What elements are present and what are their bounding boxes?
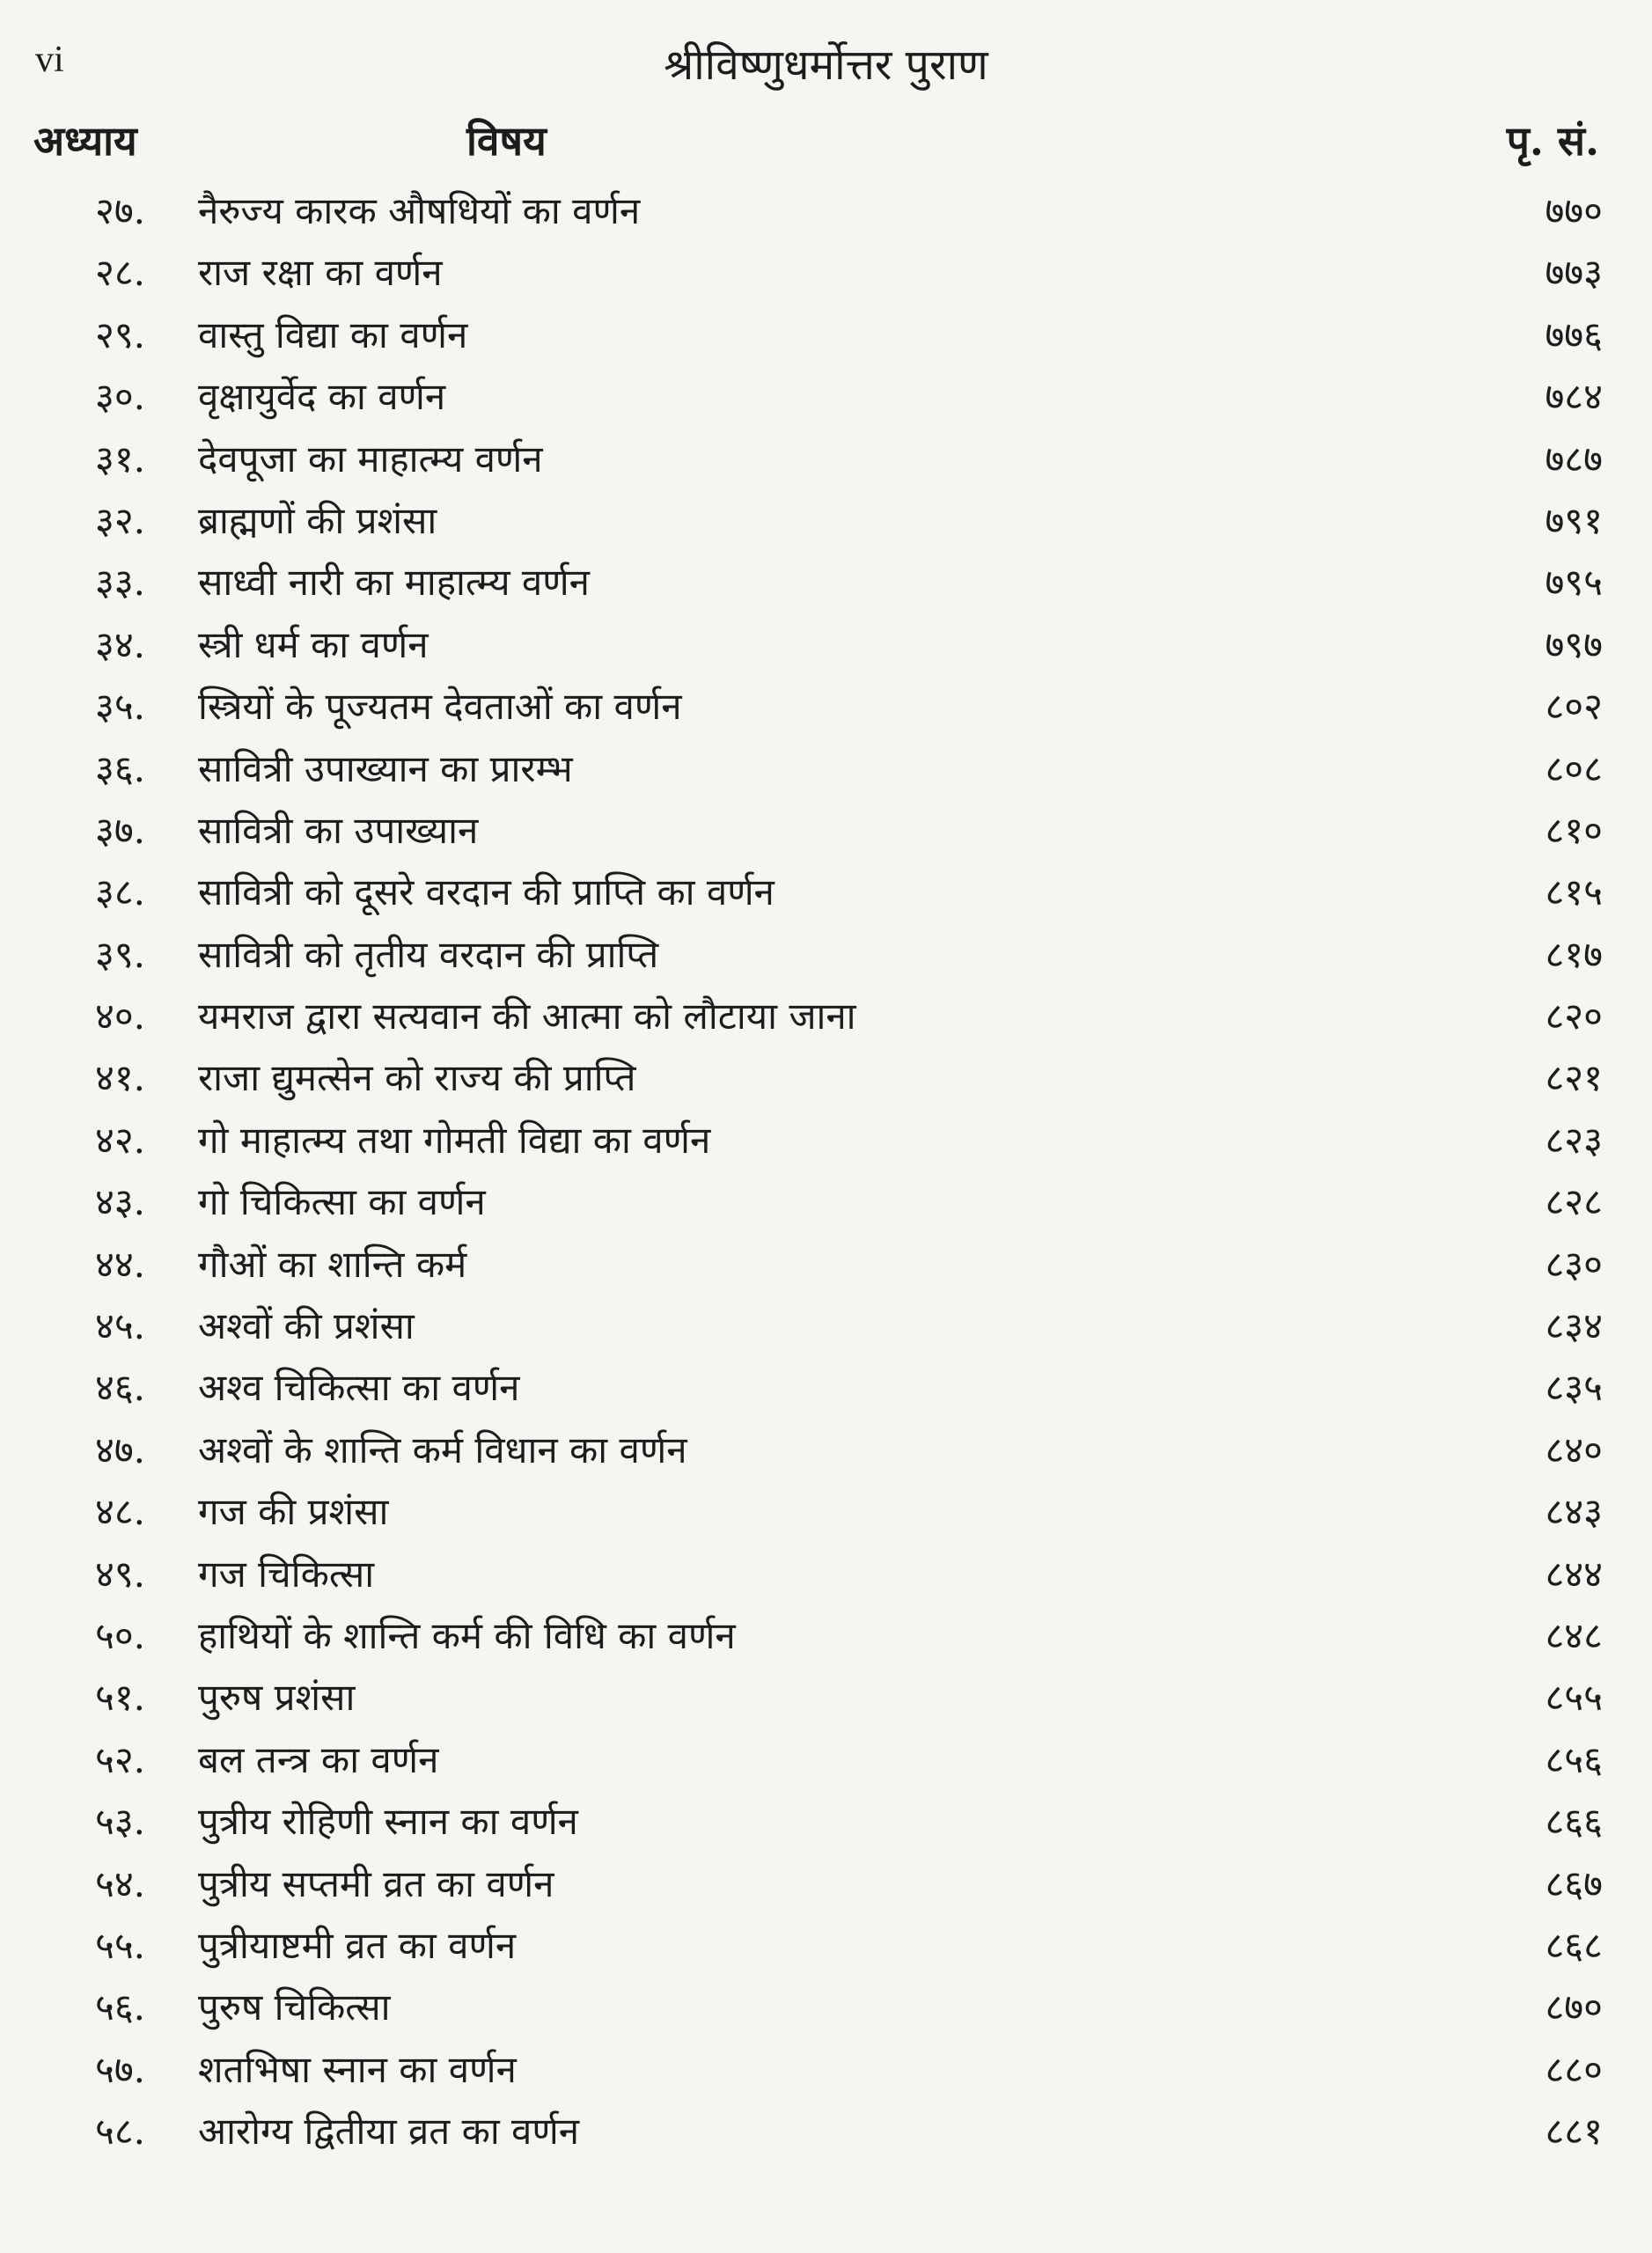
toc-entry (0, 800, 1652, 862)
toc-entry (0, 1605, 1652, 1667)
chapter-page-number: ८४० (1545, 1427, 1603, 1471)
running-title: श्रीविष्णुधर्मोत्तर पुराण (664, 40, 988, 90)
chapter-title: पुत्रीयाष्टमी व्रत का वर्णन (198, 1923, 517, 1967)
chapter-number: ४७. (95, 1427, 146, 1471)
chapter-number: ३०. (95, 375, 146, 419)
toc-entry (0, 1047, 1652, 1109)
toc-entry (0, 986, 1652, 1047)
chapter-page-number: ८१५ (1545, 870, 1603, 914)
chapter-number: ५२. (95, 1737, 146, 1781)
chapter-page-number: ७७० (1545, 189, 1603, 232)
chapter-title: शतभिषा स्नान का वर्णन (198, 2047, 517, 2091)
chapter-page-number: ८२८ (1545, 1180, 1603, 1224)
chapter-title: ब्राह्मणों की प्रशंसा (198, 498, 437, 542)
chapter-page-number: ७८४ (1545, 375, 1603, 419)
toc-entry (0, 1357, 1652, 1419)
chapter-title: राजा द्युमत्सेन को राज्य की प्राप्ति (198, 1056, 636, 1100)
chapter-title: यमराज द्वारा सत्यवान की आत्मा को लौटाया जाना (198, 994, 856, 1038)
chapter-page-number: ८१० (1545, 808, 1603, 852)
chapter-page-number: ८७० (1545, 1985, 1603, 2029)
chapter-title: आरोग्य द्वितीया व्रत का वर्णन (198, 2110, 580, 2154)
toc-entry (0, 429, 1652, 490)
chapter-number: ४०. (95, 994, 146, 1038)
chapter-title: नैरुज्य कारक औषधियों का वर्णन (198, 189, 641, 232)
chapter-title: बल तन्त्र का वर्णन (198, 1737, 439, 1781)
chapter-number: ५१. (95, 1676, 146, 1720)
chapter-number: ४१. (95, 1056, 146, 1100)
chapter-page-number: ८३४ (1545, 1304, 1603, 1348)
toc-entry (0, 676, 1652, 738)
toc-entry (0, 614, 1652, 676)
chapter-number: ५८. (95, 2110, 146, 2154)
toc-entry (0, 1729, 1652, 1791)
chapter-title: पुरुष चिकित्सा (198, 1985, 391, 2029)
chapter-number: ३७. (95, 808, 146, 852)
chapter-number: २८. (95, 251, 146, 295)
toc-entry (0, 242, 1652, 304)
chapter-number: ५०. (95, 1613, 146, 1657)
toc-entry (0, 490, 1652, 552)
toc-entry (0, 2101, 1652, 2162)
chapter-page-number: ७८७ (1545, 437, 1603, 481)
chapter-number: ३९. (95, 932, 146, 976)
chapter-title: हाथियों के शान्ति कर्म की विधि का वर्णन (198, 1613, 736, 1657)
chapter-title: सावित्री को तृतीय वरदान की प्राप्ति (198, 932, 659, 976)
chapter-page-number: ८०८ (1545, 746, 1603, 790)
chapter-page-number: ८२१ (1545, 1056, 1603, 1100)
chapter-title: वास्तु विद्या का वर्णन (198, 312, 468, 356)
toc-entry (0, 1977, 1652, 2038)
chapter-title: सावित्री का उपाख्यान (198, 808, 479, 852)
chapter-title: अश्वों के शान्ति कर्म विधान का वर्णन (198, 1427, 687, 1471)
toc-entry (0, 1915, 1652, 1977)
chapter-title: स्त्री धर्म का वर्णन (198, 622, 429, 666)
chapter-page-number: ८६८ (1545, 1923, 1603, 1967)
chapter-number: ५६. (95, 1985, 146, 2029)
chapter-title: साध्वी नारी का माहात्म्य वर्णन (198, 561, 590, 605)
chapter-page-number: ८१७ (1545, 932, 1603, 976)
chapter-number: ३२. (95, 498, 146, 542)
chapter-page-number: ७९१ (1545, 498, 1603, 542)
toc-entry (0, 1420, 1652, 1481)
chapter-number: ५३. (95, 1800, 146, 1844)
table-of-contents (0, 180, 1652, 2163)
chapter-title: वृक्षायुर्वेद का वर्णन (198, 375, 446, 419)
chapter-number: ४९. (95, 1552, 146, 1596)
chapter-title: गज चिकित्सा (198, 1552, 375, 1596)
chapter-page-number: ८३५ (1545, 1366, 1603, 1410)
chapter-page-number: ८५६ (1545, 1737, 1603, 1781)
chapter-page-number: ८४४ (1545, 1552, 1603, 1596)
chapter-title: पुरुष प्रशंसा (198, 1676, 356, 1720)
toc-entry (0, 1667, 1652, 1728)
chapter-title: गज की प्रशंसा (198, 1490, 389, 1534)
toc-entry (0, 1110, 1652, 1171)
chapter-number: ५५. (95, 1923, 146, 1967)
chapter-page-number: ८८० (1545, 2047, 1603, 2091)
chapter-title: गो चिकित्सा का वर्णन (198, 1180, 486, 1224)
chapter-title: राज रक्षा का वर्णन (198, 251, 443, 295)
chapter-number: २९. (95, 312, 146, 356)
chapter-page-number: ८६७ (1545, 1861, 1603, 1905)
column-header-page: पृ. सं. (1506, 117, 1599, 165)
chapter-page-number: ८०२ (1545, 685, 1603, 729)
chapter-title: अश्व चिकित्सा का वर्णन (198, 1366, 520, 1410)
toc-entry (0, 2039, 1652, 2101)
chapter-number: २७. (95, 189, 146, 232)
chapter-page-number: ८४८ (1545, 1613, 1603, 1657)
toc-entry (0, 1544, 1652, 1605)
chapter-number: ३६. (95, 746, 146, 790)
toc-entry (0, 1295, 1652, 1357)
chapter-page-number: ७७३ (1545, 251, 1603, 295)
chapter-number: ५७. (95, 2047, 146, 2091)
chapter-page-number: ८८१ (1545, 2110, 1603, 2154)
toc-entry (0, 862, 1652, 923)
toc-entry (0, 1171, 1652, 1233)
toc-entry (0, 924, 1652, 986)
column-header-chapter: अध्याय (33, 117, 137, 165)
chapter-page-number: ८२३ (1545, 1118, 1603, 1162)
chapter-title: पुत्रीय रोहिणी स्नान का वर्णन (198, 1800, 578, 1844)
chapter-page-number: ८२० (1545, 994, 1603, 1038)
chapter-number: ४८. (95, 1490, 146, 1534)
chapter-number: ४३. (95, 1180, 146, 1224)
chapter-page-number: ७९५ (1545, 561, 1603, 605)
chapter-number: ३१. (95, 437, 146, 481)
chapter-number: ४४. (95, 1242, 146, 1286)
chapter-title: अश्वों की प्रशंसा (198, 1304, 415, 1348)
chapter-page-number: ८३० (1545, 1242, 1603, 1286)
chapter-title: पुत्रीय सप्तमी व्रत का वर्णन (198, 1861, 554, 1905)
chapter-number: ३३. (95, 561, 146, 605)
chapter-number: ३५. (95, 685, 146, 729)
chapter-title: स्त्रियों के पूज्यतम देवताओं का वर्णन (198, 685, 682, 729)
toc-entry (0, 552, 1652, 613)
chapter-number: ३४. (95, 622, 146, 666)
chapter-page-number: ७९७ (1545, 622, 1603, 666)
chapter-title: देवपूजा का माहात्म्य वर्णन (198, 437, 543, 481)
chapter-title: सावित्री उपाख्यान का प्रारम्भ (198, 746, 573, 790)
chapter-number: ४२. (95, 1118, 146, 1162)
page-number: vi (35, 40, 64, 80)
chapter-title: सावित्री को दूसरे वरदान की प्राप्ति का वर्णन (198, 870, 775, 914)
toc-entry (0, 1481, 1652, 1543)
chapter-title: गो माहात्म्य तथा गोमती विद्या का वर्णन (198, 1118, 711, 1162)
chapter-page-number: ८६६ (1545, 1800, 1603, 1844)
toc-entry (0, 1791, 1652, 1853)
chapter-page-number: ७७६ (1545, 312, 1603, 356)
chapter-number: ५४. (95, 1861, 146, 1905)
chapter-number: ४५. (95, 1304, 146, 1348)
toc-entry (0, 1853, 1652, 1915)
toc-entry (0, 366, 1652, 428)
chapter-page-number: ८४३ (1545, 1490, 1603, 1534)
chapter-page-number: ८५५ (1545, 1676, 1603, 1720)
chapter-title: गौओं का शान्ति कर्म (198, 1242, 467, 1286)
chapter-number: ४६. (95, 1366, 146, 1410)
toc-entry (0, 180, 1652, 242)
chapter-number: ३८. (95, 870, 146, 914)
toc-entry (0, 1234, 1652, 1295)
toc-entry (0, 305, 1652, 366)
toc-entry (0, 738, 1652, 800)
column-header-subject: विषय (466, 117, 547, 165)
